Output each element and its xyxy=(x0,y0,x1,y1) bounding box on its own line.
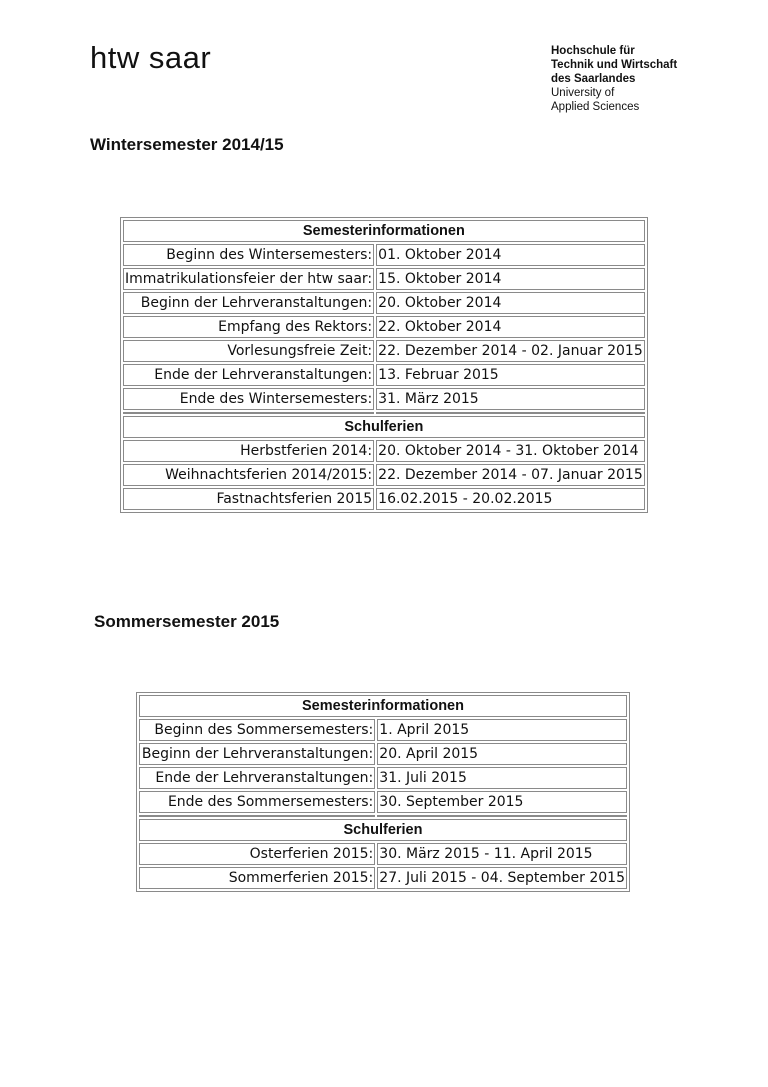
row-label: Ende des Sommersemesters: xyxy=(139,791,375,813)
row-value: 22. Dezember 2014 - 02. Januar 2015 xyxy=(376,340,645,362)
table-row xyxy=(123,316,645,338)
row-label: Ende der Lehrveranstaltungen: xyxy=(139,767,375,789)
table-row xyxy=(123,440,645,462)
row-label: Weihnachtsferien 2014/2015: xyxy=(123,464,374,486)
row-value: 15. Oktober 2014 xyxy=(376,268,645,290)
row-label: Osterferien 2015: xyxy=(139,843,375,865)
separator-cell xyxy=(377,815,627,817)
separator-cell xyxy=(376,412,645,414)
separator-cell xyxy=(123,412,374,414)
row-label: Beginn der Lehrveranstaltungen: xyxy=(139,743,375,765)
separator-cell xyxy=(139,815,375,817)
row-label: Ende der Lehrveranstaltungen: xyxy=(123,364,374,386)
row-label: Sommerferien 2015: xyxy=(139,867,375,889)
row-label: Empfang des Rektors: xyxy=(123,316,374,338)
table-row xyxy=(123,464,645,486)
table-row xyxy=(123,268,645,290)
institution-name xyxy=(551,44,677,114)
htw-saar-logo: htw saar xyxy=(90,40,212,75)
row-value: 13. Februar 2015 xyxy=(376,364,645,386)
table-row xyxy=(139,791,627,813)
table-row xyxy=(123,488,645,510)
row-label: Vorlesungsfreie Zeit: xyxy=(123,340,374,362)
table-heading: Semesterinformationen xyxy=(139,695,627,717)
table-row xyxy=(139,867,627,889)
winter-semester-table xyxy=(120,217,648,513)
row-value: 22. Oktober 2014 xyxy=(376,316,645,338)
table-row xyxy=(139,743,627,765)
summer-semester-title: Sommersemester 2015 xyxy=(94,612,280,631)
row-value: 16.02.2015 - 20.02.2015 xyxy=(376,488,645,510)
row-value: 20. Oktober 2014 - 31. Oktober 2014 xyxy=(376,440,645,462)
table-row xyxy=(139,719,627,741)
winter-semester-title: Wintersemester 2014/15 xyxy=(90,135,284,154)
row-label: Immatrikulationsfeier der htw saar: xyxy=(123,268,374,290)
table-row xyxy=(123,244,645,266)
row-value: 31. März 2015 xyxy=(376,388,645,410)
institution-line: University of xyxy=(551,87,615,99)
institution-line: Technik und Wirtschaft xyxy=(551,59,678,71)
row-value: 1. April 2015 xyxy=(377,719,627,741)
table-heading: Schulferien xyxy=(139,819,627,841)
row-value: 01. Oktober 2014 xyxy=(376,244,645,266)
row-value: 30. März 2015 - 11. April 2015 xyxy=(377,843,627,865)
row-label: Herbstferien 2014: xyxy=(123,440,374,462)
row-label: Beginn des Wintersemesters: xyxy=(123,244,374,266)
table-row xyxy=(139,767,627,789)
table-row xyxy=(139,843,627,865)
institution-line: Applied Sciences xyxy=(551,101,640,113)
row-value: 31. Juli 2015 xyxy=(377,767,627,789)
row-label: Beginn der Lehrveranstaltungen: xyxy=(123,292,374,314)
institution-line: des Saarlandes xyxy=(551,73,636,85)
row-label: Fastnachtsferien 2015 xyxy=(123,488,374,510)
summer-semester-table xyxy=(136,692,630,892)
table-row xyxy=(123,340,645,362)
table-separator xyxy=(139,815,627,817)
row-label: Ende des Wintersemesters: xyxy=(123,388,374,410)
row-value: 20. April 2015 xyxy=(377,743,627,765)
row-label: Beginn des Sommersemesters: xyxy=(139,719,375,741)
table-heading: Semesterinformationen xyxy=(123,220,645,242)
table-heading: Schulferien xyxy=(123,416,645,438)
row-value: 20. Oktober 2014 xyxy=(376,292,645,314)
row-value: 27. Juli 2015 - 04. September 2015 xyxy=(377,867,627,889)
row-value: 30. September 2015 xyxy=(377,791,627,813)
institution-line: Hochschule für xyxy=(551,45,635,57)
table-row xyxy=(123,364,645,386)
table-separator xyxy=(123,412,645,414)
table-row xyxy=(123,292,645,314)
table-row xyxy=(123,388,645,410)
row-value: 22. Dezember 2014 - 07. Januar 2015 xyxy=(376,464,645,486)
